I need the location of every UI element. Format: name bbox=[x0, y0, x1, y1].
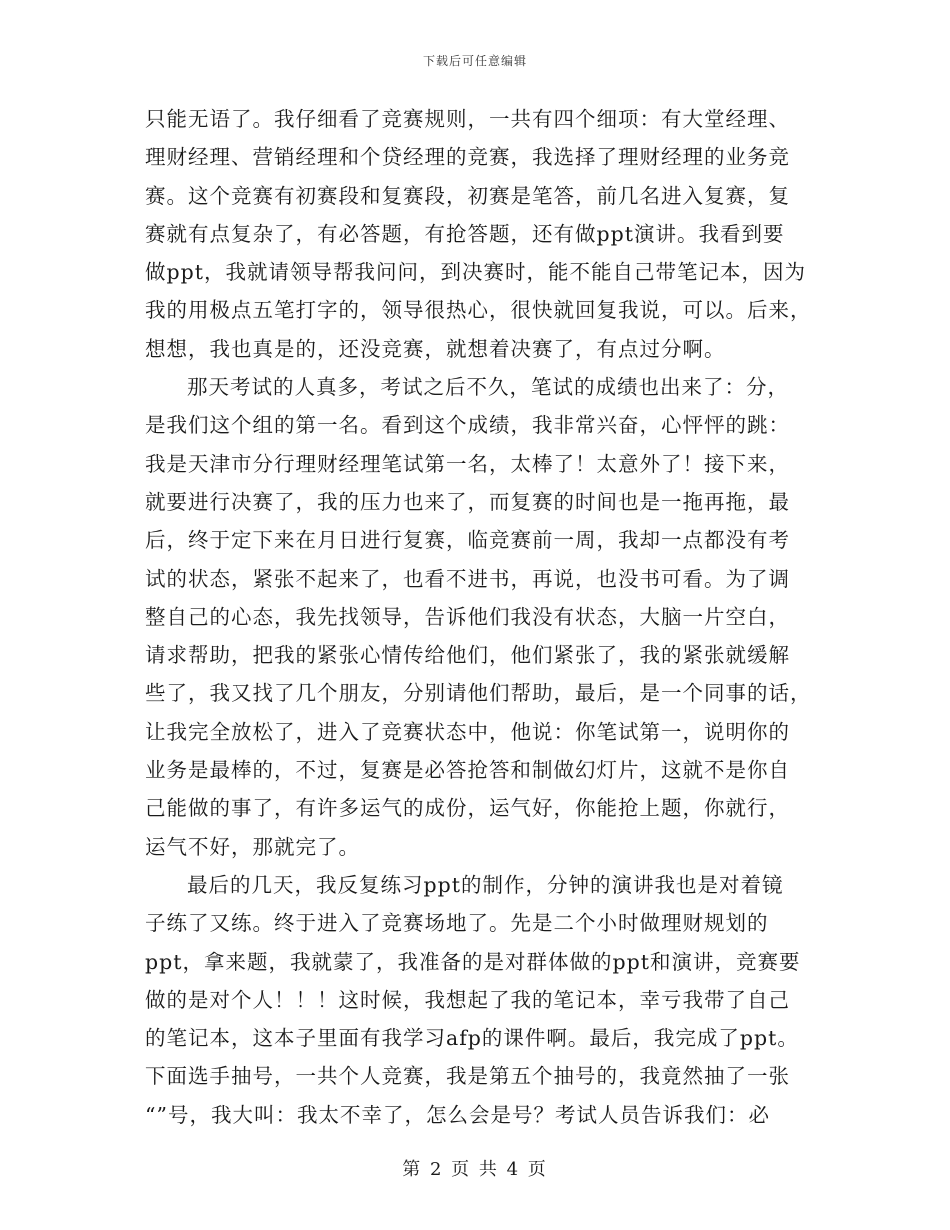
text-line: 业务是最棒的，不过，复赛是必答抢答和制做幻灯片，这就不是你自 bbox=[145, 758, 790, 783]
text-line: 些了，我又找了几个朋友，分别请他们帮助，最后，是一个同事的话， bbox=[145, 681, 812, 706]
text-line: 做ppt，我就请领导帮我问问，到决赛时，能不能自己带笔记本，因为 bbox=[145, 260, 806, 285]
paragraph-start-line: 那天考试的人真多，考试之后不久，笔试的成绩也出来了：分， bbox=[187, 375, 789, 400]
text-line: 赛就有点复杂了，有必答题，有抢答题，还有做ppt演讲。我看到要 bbox=[145, 221, 785, 246]
text-line: 理财经理、营销经理和个贷经理的竞赛，我选择了理财经理的业务竞 bbox=[145, 145, 790, 170]
text-line: 我的用极点五笔打字的，领导很热心，很快就回复我说，可以。后来， bbox=[145, 298, 812, 323]
text-line: 下面选手抽号，一共个人竞赛，我是第五个抽号的，我竟然抽了一张 bbox=[145, 1064, 790, 1089]
text-line: “”号，我大叫：我太不幸了，怎么会是号？考试人员告诉我们：必 bbox=[145, 1102, 770, 1127]
document-body bbox=[145, 100, 810, 1134]
text-line: 子练了又练。终于进入了竞赛场地了。先是二个小时做理财规划的 bbox=[145, 911, 769, 936]
text-line: 只能无语了。我仔细看了竞赛规则，一共有四个细项：有大堂经理、 bbox=[145, 107, 790, 131]
text-line: 的笔记本，这本子里面有我学习afp的课件啊。最后，我完成了ppt。 bbox=[145, 1026, 799, 1051]
text-line: 做的是对个人！！！这时候，我想起了我的笔记本，幸亏我带了自己 bbox=[145, 987, 790, 1012]
text-line: 就要进行决赛了，我的压力也来了，而复赛的时间也是一拖再拖，最 bbox=[145, 489, 790, 514]
text-line: 我是天津市分行理财经理笔试第一名，太棒了！太意外了！接下来， bbox=[145, 451, 790, 476]
text-line: 运气不好，那就完了。 bbox=[145, 834, 360, 859]
text-line: 后，终于定下来在月日进行复赛，临竞赛前一周，我却一点都没有考 bbox=[145, 528, 790, 553]
text-line: 试的状态，紧张不起来了，也看不进书，再说，也没书可看。为了调 bbox=[145, 566, 790, 591]
text-line: 己能做的事了，有许多运气的成份，运气好，你能抢上题，你就行， bbox=[145, 796, 790, 821]
text-line: 是我们这个组的第一名。看到这个成绩，我非常兴奋，心怦怦的跳： bbox=[145, 413, 790, 438]
page-number: 第 2 页 共 4 页 bbox=[402, 1159, 548, 1180]
paragraph-start-line: 最后的几天，我反复练习ppt的制作，分钟的演讲我也是对着镜 bbox=[187, 872, 784, 897]
text-line: 赛。这个竞赛有初赛段和复赛段，初赛是笔答，前几名进入复赛，复 bbox=[145, 183, 790, 208]
text-line: 想想，我也真是的，还没竞赛，就想着决赛了，有点过分啊。 bbox=[145, 336, 726, 361]
text-line: 让我完全放松了，进入了竞赛状态中，他说：你笔试第一，说明你的 bbox=[145, 719, 790, 744]
header-note: 下载后可任意编辑 bbox=[422, 54, 527, 68]
text-line: ppt，拿来题，我就蒙了，我准备的是对群体做的ppt和演讲，竞赛要 bbox=[145, 949, 801, 974]
text-line: 请求帮助，把我的紧张心情传给他们，他们紧张了，我的紧张就缓解 bbox=[145, 643, 790, 668]
text-line: 整自己的心态，我先找领导，告诉他们我没有状态，大脑一片空白， bbox=[145, 604, 790, 629]
